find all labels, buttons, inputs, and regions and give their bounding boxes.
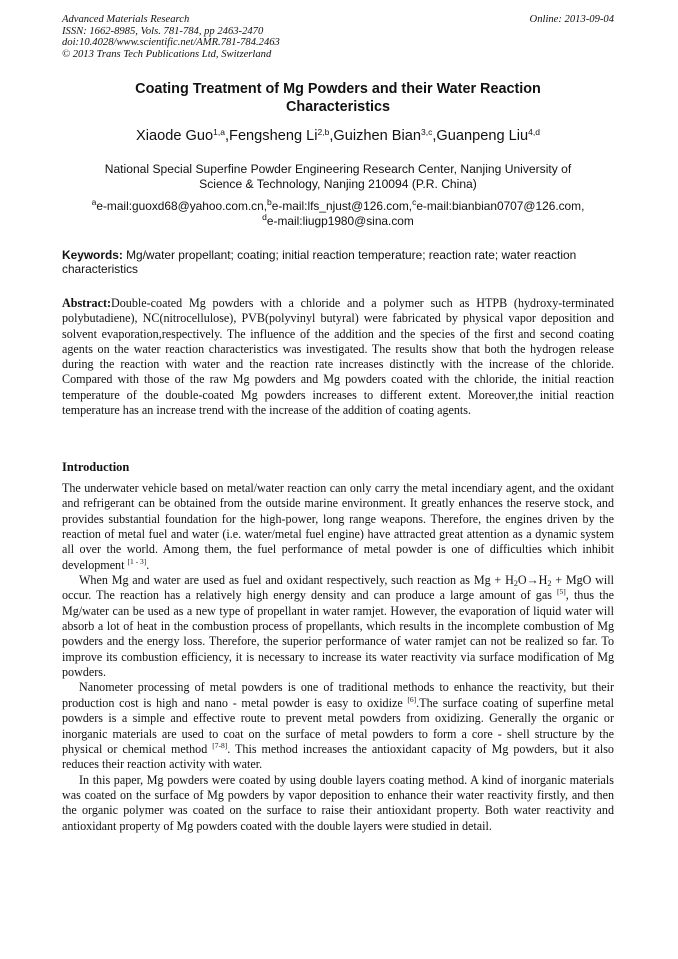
title-line-1: Coating Treatment of Mg Powders and their Water Reaction — [135, 81, 541, 97]
paragraph — [62, 481, 614, 573]
paragraph-text: . This method increases the antioxidant capacity of Mg powders, but it also reduces their reaction activity with water. — [62, 741, 614, 772]
subscript: 2 — [547, 579, 552, 589]
paragraph-text: O→H — [517, 573, 548, 588]
email-d: e-mail:liugp1980@sina.com — [266, 213, 414, 228]
paragraph — [62, 680, 614, 772]
author-list — [62, 127, 614, 145]
abstract-label: Abstract: — [62, 296, 112, 310]
doi-line: doi:10.4028/www.scientific.net/AMR.781-784.2463 — [62, 37, 280, 49]
paragraph-text: , thus the Mg/water can be used as a new type of propellant in water ramjet. However, the evaporation of liquid water will absorb a lot of heat in the combustion process of propellants, which results in the incomplete combustion of Mg powders and the energy loss. Therefore, the superior performance of water ramjet can not be realized so far. To improve its combustion efficiency, it is necessary to increase its water reactivity via surface modification of Mg powders. — [62, 588, 614, 680]
keywords-text: Mg/water propellant; coating; initial reaction temperature; reaction rate; water reaction characteristics — [62, 248, 577, 277]
email-a: e-mail:guoxd68@yahoo.com.cn, — [96, 199, 268, 213]
copyright-line: © 2013 Trans Tech Publications Ltd, Switzerland — [62, 48, 272, 60]
email-list — [62, 199, 614, 228]
keywords-label: Keywords: — [62, 248, 123, 262]
author-affiliation-mark: 2,b — [317, 127, 330, 137]
author-separator: , — [432, 128, 437, 144]
citation: [1 - 3] — [127, 556, 147, 566]
citation: [6] — [407, 694, 417, 704]
paragraph-text: . — [146, 557, 150, 572]
paragraph-text: + MgO will occur. The reaction has a relatively high energy density and can produce a large amount of gas — [62, 573, 614, 603]
abstract-text: Double-coated Mg powders with a chloride and a polymer such as HTPB (hydroxy-terminated polybutadiene), NC(nitrocellulose), PVB(polyvinyl butyral) were fabricated by physical vapor deposition and solvent evaporation,respectively. The influence of the addition and the species of the first and second coating agents on the water reaction characteristics was investigated. The results show that both the hydrogen release during the reaction with water and the reaction rate increases distinctly with the increase of the chloride. Compared with those of the raw Mg powders and Mg powders coated with the chloride, the initial reaction temperature of the double-coated Mg powders increases to different extent. Moreover,the initial reaction temperature has an increase trend with the increase of the addition of coating agents. — [62, 296, 614, 418]
author-affiliation-mark: 1,a — [213, 127, 225, 137]
paragraph-text: Nanometer processing of metal powders is one of traditional methods to enhance the reactivity, but their production cost is high and nano - metal powder is easy to oxidize — [62, 680, 614, 710]
author-affiliation-mark: 4,d — [528, 127, 540, 137]
paragraph-text: .The surface coating of superfine metal powders is a simple and effective route to prevent metal powders from oxidizing. Generally the organic or inorganic materials are used to coat on the surface of metal powders to form a core - shell structure by the physical or chemical method — [62, 695, 615, 756]
author-name: Xiaode Guo — [136, 128, 214, 144]
affiliation-line-1: National Special Superfine Powder Engineering Research Center, Nanjing University of — [104, 162, 572, 176]
paragraph — [62, 573, 614, 680]
author-name: Guanpeng Liu — [436, 128, 529, 144]
introduction-body — [62, 481, 614, 834]
affiliation-line-2: Science & Technology, Nanjing 210094 (P.R. China) — [199, 177, 477, 191]
keywords — [62, 248, 614, 276]
journal-name: Advanced Materials Research — [62, 14, 190, 25]
citation: [7-8] — [212, 740, 228, 750]
paragraph-text: The underwater vehicle based on metal/water reaction can only carry the metal incendiary agent, and the oxidant and refrigerant can be obtained from the outside marine environment. It greatly enhances the reserve stock, and provides substantial foundation for the high-power, long range weapons. Therefore, the engines driven by the reaction of metal fuel and water (i.e. water/metal fuel engine) have attracted great attention as a dynamic system all over the world. Among them, the fuel performance of metal powder is one of difficulties which inhibit development — [62, 481, 614, 572]
issn-line: ISSN: 1662-8985, Vols. 781-784, pp 2463-2470 — [62, 25, 264, 37]
email-mark: d — [262, 211, 267, 222]
journal-header — [62, 14, 614, 60]
email-mark: b — [267, 197, 272, 207]
abstract — [62, 296, 614, 418]
title-line-2: Characteristics — [286, 99, 390, 115]
paragraph: In this paper, Mg powders were coated by using double layers coating method. A kind of inorganic materials was coated on the surface of Mg powders by vapor deposition to enhance their water reactivity firstly, and then the organic polymer was coated on the surface to raise their antioxidant property. Both water reactivity and antioxidant property of Mg powders coated with the double layers were studied in detail. — [62, 772, 614, 833]
author-separator: , — [329, 128, 334, 144]
online-date: Online: 2013-09-04 — [529, 14, 614, 25]
author-name: Fengsheng Li — [229, 128, 318, 144]
paragraph-text: When Mg and water are used as fuel and oxidant respectively, such reaction as Mg + H — [79, 573, 514, 588]
paper-title — [62, 80, 614, 116]
email-line-2 — [62, 211, 614, 229]
affiliation — [62, 162, 614, 192]
section-heading-introduction: Introduction — [62, 460, 130, 474]
email-b: e-mail:lfs_njust@126.com, — [271, 199, 413, 213]
subscript: 2 — [513, 579, 518, 589]
citation: [5] — [557, 587, 566, 597]
email-mark: c — [412, 197, 417, 207]
author-name: Guizhen Bian — [333, 128, 421, 144]
email-mark: a — [91, 197, 97, 207]
author-affiliation-mark: 3,c — [421, 127, 433, 137]
email-line-1 — [62, 199, 614, 214]
email-c: e-mail:bianbian0707@126.com, — [416, 199, 585, 213]
author-separator: , — [224, 128, 230, 144]
